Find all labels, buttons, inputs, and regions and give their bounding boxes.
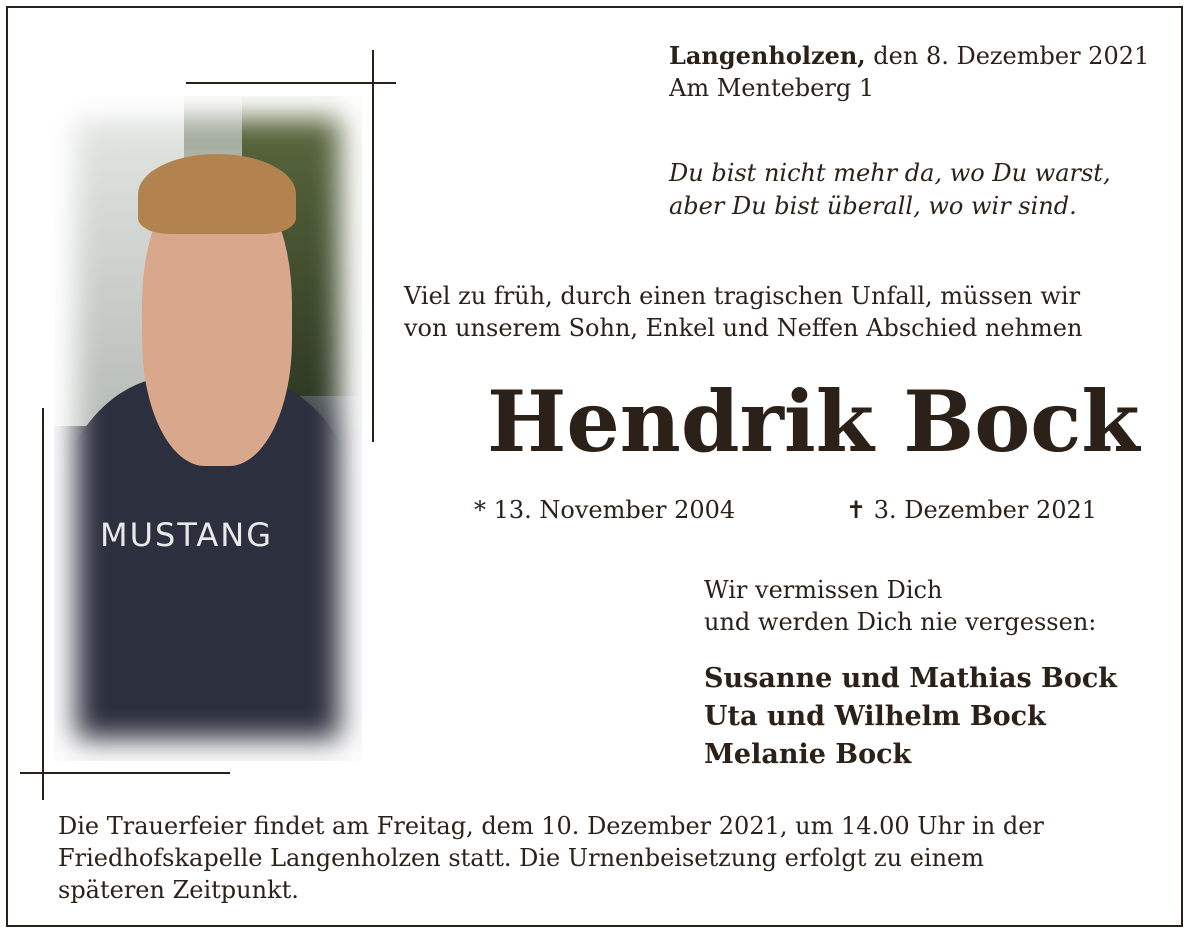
deceased-name: Hendrik Bock (487, 372, 1140, 471)
intro-text: Viel zu früh, durch einen tragischen Unfall, müssen wir von unserem Sohn, Enkel und Neffen Abschied nehmen (404, 282, 1083, 342)
farewell-text: Wir vermissen Dich und werden Dich nie vergessen: (704, 576, 1097, 636)
place-name: Langenholzen, (669, 41, 866, 70)
memorial-quote: Du bist nicht mehr da, wo Du warst, aber Du bist überall, wo wir sind. (669, 159, 1111, 220)
family-list (704, 660, 1117, 774)
corner-line-bottom-h (20, 772, 230, 774)
notice-date: den 8. Dezember 2021 (865, 42, 1150, 70)
family-member: Susanne und Mathias Bock (704, 663, 1118, 694)
corner-line-top-h (186, 82, 396, 84)
death-date: ✝ 3. Dezember 2021 (846, 496, 1098, 524)
service-info: Die Trauerfeier findet am Freitag, dem 10. Dezember 2021, um 14.00 Uhr in der Friedhofskapelle Langenholzen statt. Die Urnenbeisetzung erfolgt zu einem späteren Zeitpunkt. (58, 812, 1044, 904)
corner-line-bottom-v (42, 408, 44, 800)
place-date (669, 40, 1149, 104)
birth-date: * 13. November 2004 (474, 496, 736, 524)
address: Am Menteberg 1 (669, 74, 875, 102)
family-member: Melanie Bock (704, 739, 912, 770)
shirt-print: MUSTANG (100, 516, 274, 554)
family-member: Uta und Wilhelm Bock (704, 701, 1046, 732)
portrait-photo (54, 96, 362, 761)
corner-line-top-v (372, 50, 374, 442)
